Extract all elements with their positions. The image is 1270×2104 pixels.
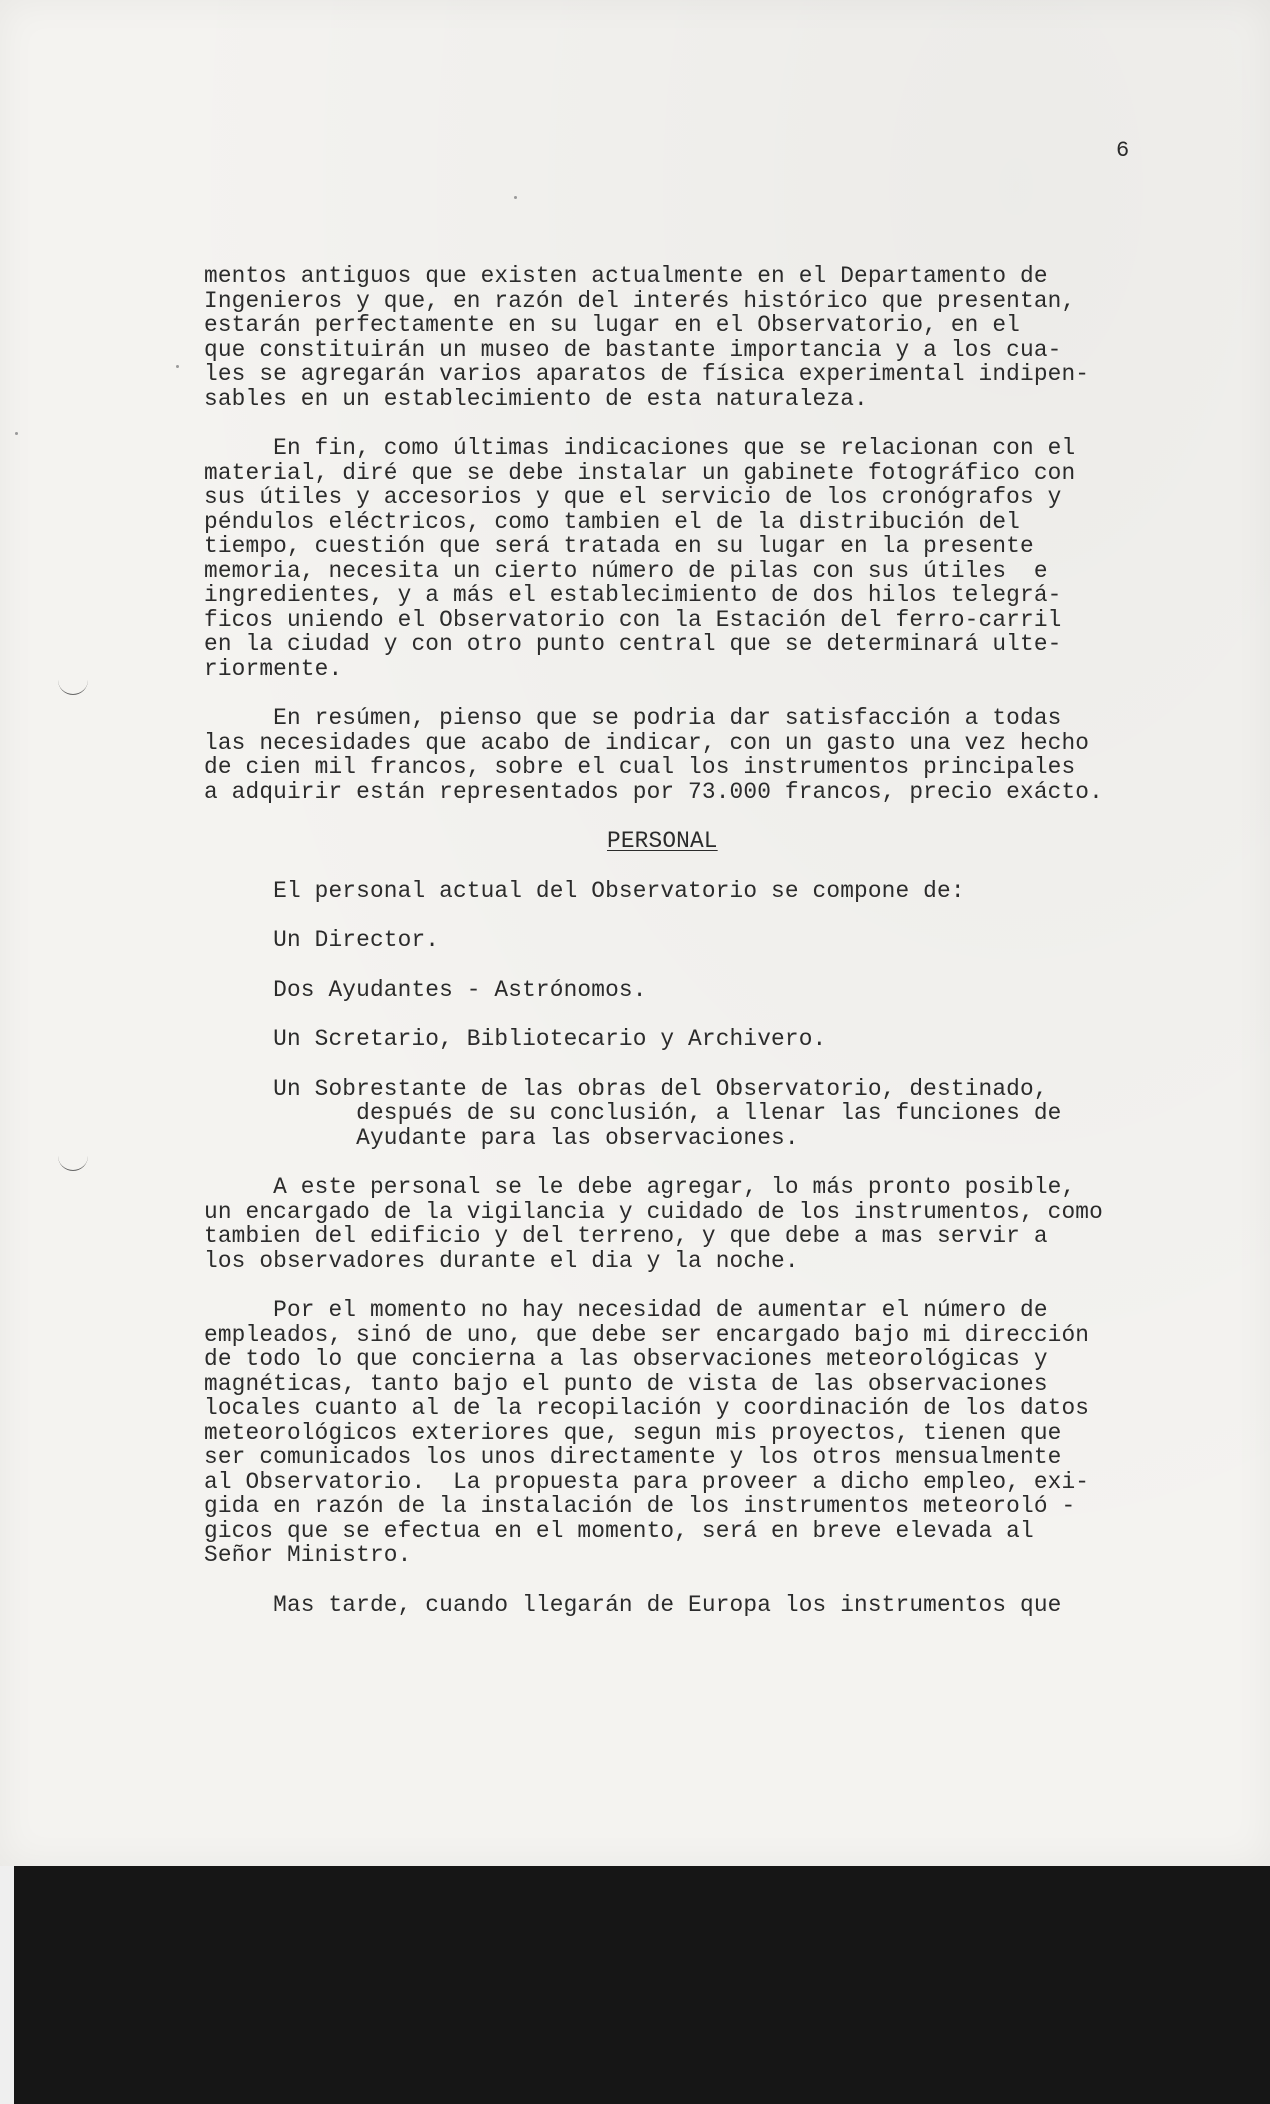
text-line: Un Sobrestante de las obras del Observatorio, destinado, (204, 1075, 1048, 1102)
paragraph-9 (204, 1298, 1164, 1568)
text-line: un encargado de la vigilancia y cuidado de los instrumentos, como (204, 1198, 1103, 1225)
paper-speck (514, 196, 517, 199)
text-line: material, diré que se debe instalar un gabinete fotográfico con (204, 459, 1076, 486)
text-line: que constituirán un museo de bastante importancia y a los cua- (204, 336, 1062, 363)
text-line: magnéticas, tanto bajo el punto de vista de las observaciones (204, 1370, 1048, 1397)
text-line: ser comunicados los unos directamente y los otros mensualmente (204, 1444, 1062, 1470)
paper-speck (15, 432, 18, 435)
paragraph-5 (204, 978, 1164, 1003)
text-line: En fin, como últimas indicaciones que se relacionan con el (204, 435, 1076, 461)
punch-hole-mark (58, 678, 88, 695)
text-line: Ingenieros y que, en razón del interés histórico que presentan, (204, 287, 1076, 314)
text-line: Mas tarde, cuando llegarán de Europa los instrumentos que (204, 1591, 1062, 1618)
text-line: ingredientes, y a más el establecimiento de dos hilos telegrá- (204, 582, 1062, 608)
paragraph-8 (204, 1175, 1164, 1273)
text-line: sus útiles y accesorios y que el servicio de los cronógrafos y (204, 484, 1062, 510)
text-line: péndulos eléctricos, como tambien el de la distribución del (204, 508, 1020, 535)
text-line: al Observatorio. La propuesta para proveer a dicho empleo, exi- (204, 1468, 1090, 1495)
text-line: En resúmen, pienso que se podria dar satisfacción a todas (204, 705, 1062, 731)
text-line: las necesidades que acabo de indicar, con un gasto una vez hecho (204, 729, 1090, 756)
scan-edge (0, 1866, 14, 2104)
text-line: Un Scretario, Bibliotecario y Archivero. (204, 1026, 827, 1052)
paragraph-10 (204, 1593, 1164, 1618)
paragraph-6 (204, 1027, 1164, 1052)
text-line: sables en un establecimiento de esta naturaleza. (204, 385, 868, 412)
text-line: gida en razón de la instalación de los instrumentos meteoroló - (204, 1493, 1076, 1519)
text-line: empleados, sinó de uno, que debe ser encargado bajo mi dirección (204, 1321, 1090, 1348)
text-line: locales cuanto al de la recopilación y coordinación de los datos (204, 1395, 1090, 1421)
paragraph-4 (204, 928, 1164, 953)
page-number: 6 (1116, 138, 1130, 163)
text-line: El personal actual del Observatorio se compone de: (204, 877, 965, 904)
text-line: Dos Ayudantes - Astrónomos. (204, 976, 647, 1003)
text-line: tiempo, cuestión que será tratada en su lugar en la presente (204, 533, 1034, 559)
paragraph-0 (204, 264, 1164, 411)
text-line: A este personal se le debe agregar, lo más pronto posible, (204, 1174, 1076, 1200)
text-line: de cien mil francos, sobre el cual los instrumentos principales (204, 754, 1076, 780)
text-line: Un Director. (204, 927, 440, 953)
paragraph-3 (204, 879, 1164, 904)
text-line: Señor Ministro. (204, 1542, 412, 1568)
text-line: meteorológicos exteriores que, segun mis proyectos, tienen que (204, 1419, 1062, 1446)
text-line: mentos antiguos que existen actualmente en el Departamento de (204, 263, 1048, 289)
text-line: a adquirir están representados por 73.000 francos, precio exácto. (204, 778, 1103, 805)
section-heading: PERSONAL (607, 828, 718, 854)
text-line: los observadores durante el dia y la noche. (204, 1247, 799, 1274)
text-line: Por el momento no hay necesidad de aumentar el número de (204, 1297, 1048, 1323)
paragraph-2 (204, 706, 1164, 804)
text-line: en la ciudad y con otro punto central que se determinará ulte- (204, 631, 1062, 657)
text-line: memoria, necesita un cierto número de pilas con sus útiles e (204, 557, 1048, 584)
paragraph-1 (204, 436, 1164, 681)
paragraph-7 (204, 1077, 1164, 1151)
typed-body-text (204, 264, 1164, 1617)
paper-speck (176, 365, 179, 368)
text-line: después de su conclusión, a llenar las funciones de (204, 1100, 1062, 1126)
text-line: riormente. (204, 655, 343, 682)
text-line: tambien del edificio y del terreno, y que debe a mas servir a (204, 1223, 1048, 1249)
text-line: estarán perfectamente en su lugar en el Observatorio, en el (204, 312, 1020, 338)
scan-background (0, 1866, 1270, 2104)
text-line: les se agregarán varios aparatos de física experimental indipen- (204, 361, 1090, 387)
text-line: Ayudante para las observaciones. (204, 1124, 799, 1151)
punch-hole-mark (58, 1154, 88, 1171)
text-line: gicos que se efectua en el momento, será en breve elevada al (204, 1517, 1034, 1544)
text-line: ficos uniendo el Observatorio con la Estación del ferro-carril (204, 606, 1062, 633)
text-line: de todo lo que concierna a las observaciones meteorológicas y (204, 1346, 1048, 1372)
